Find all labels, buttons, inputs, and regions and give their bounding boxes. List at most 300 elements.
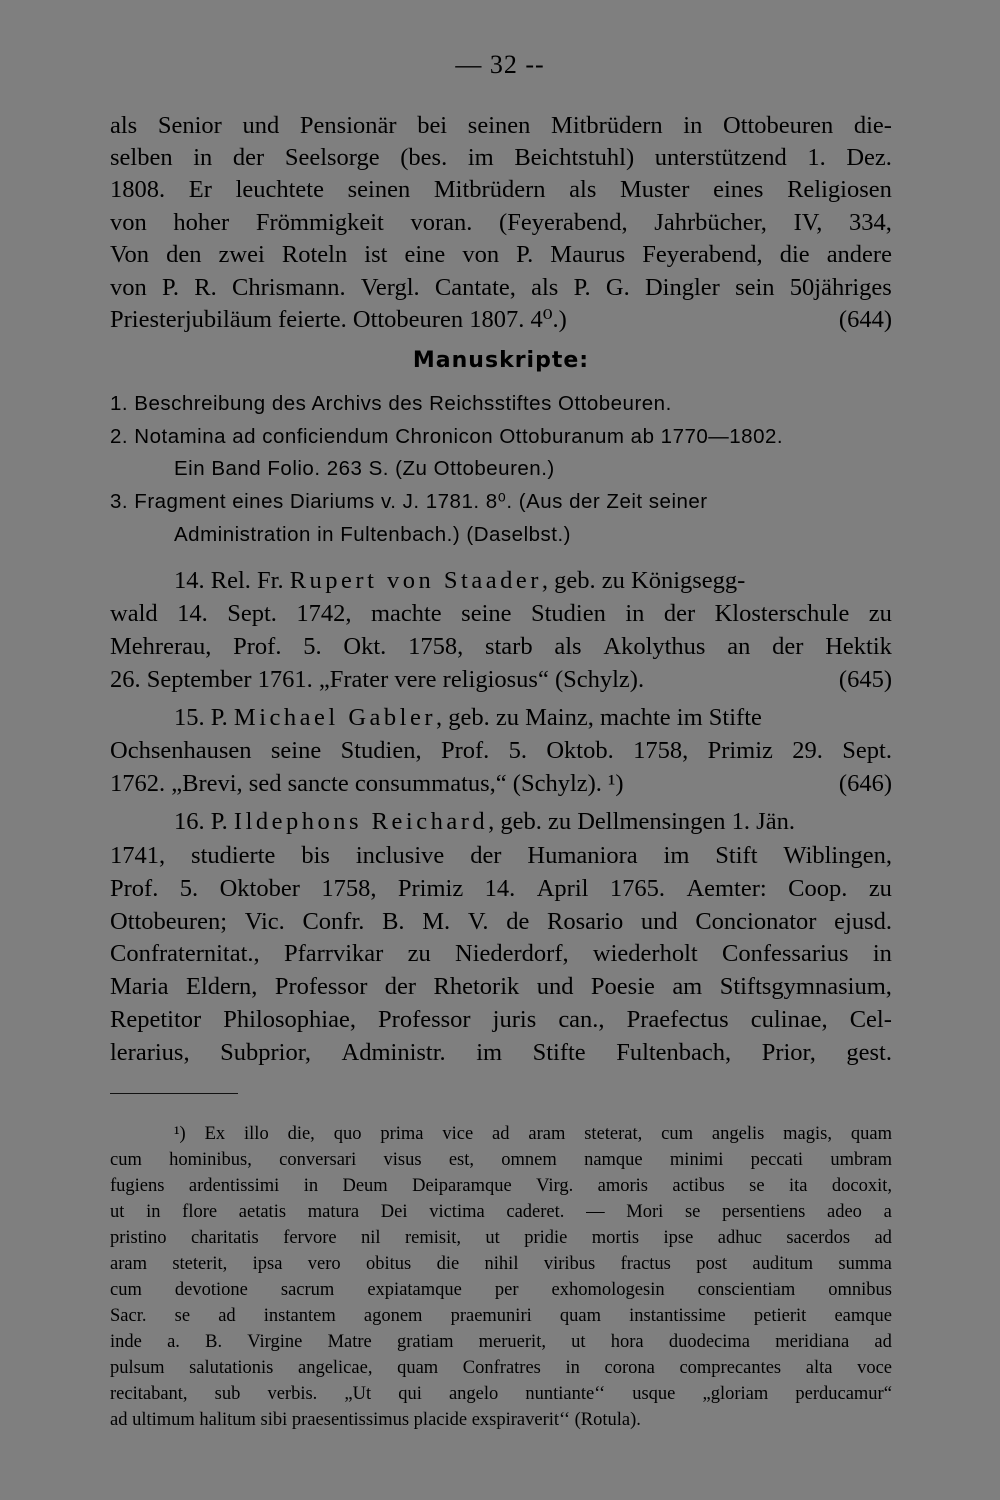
word: und bbox=[640, 908, 678, 935]
word: im bbox=[476, 1039, 503, 1066]
word: Rhetorik bbox=[433, 973, 520, 1000]
word: 5. bbox=[303, 633, 322, 660]
word: eine bbox=[404, 241, 446, 268]
word: quo bbox=[333, 1124, 362, 1144]
word: 1758, bbox=[633, 737, 689, 764]
word: in bbox=[625, 600, 645, 627]
word: instantem bbox=[263, 1306, 336, 1326]
word: studierte bbox=[191, 842, 276, 869]
word: Pfarrvikar bbox=[283, 940, 384, 967]
word: Jahrbücher, bbox=[654, 209, 767, 236]
word: die- bbox=[853, 112, 892, 139]
word: Concionator bbox=[695, 908, 817, 935]
entry-first-line bbox=[174, 702, 892, 734]
word: angelo bbox=[448, 1384, 499, 1404]
word: quam bbox=[397, 1358, 439, 1378]
word: Philosophiae, bbox=[223, 1006, 356, 1033]
word: magis, bbox=[783, 1124, 832, 1144]
page-number: — 32 -- bbox=[455, 50, 545, 79]
word: persentiens bbox=[722, 1202, 806, 1222]
word: Von bbox=[110, 241, 150, 268]
word: seine bbox=[461, 600, 512, 627]
word: Professor bbox=[274, 973, 368, 1000]
word: quam bbox=[850, 1124, 892, 1144]
word: petierit bbox=[753, 1306, 807, 1326]
word: 14. bbox=[177, 600, 208, 627]
word: 1808. bbox=[110, 176, 166, 203]
word: bei bbox=[417, 112, 448, 139]
word: cum bbox=[110, 1280, 142, 1300]
word: selben bbox=[110, 144, 173, 171]
word: Aemter: bbox=[686, 875, 767, 902]
word: 1742, bbox=[296, 600, 352, 627]
word: praemuniri bbox=[450, 1306, 532, 1326]
word: Klosterschule bbox=[714, 600, 850, 627]
word: Virgine bbox=[247, 1332, 303, 1352]
word: seinen bbox=[347, 176, 411, 203]
word: die, bbox=[287, 1124, 315, 1144]
word: 1758, bbox=[408, 633, 464, 660]
word: eamque bbox=[834, 1306, 892, 1326]
word: Maurus bbox=[550, 241, 626, 268]
word: Rosario bbox=[547, 908, 624, 935]
word: se bbox=[684, 1202, 701, 1222]
word: per bbox=[494, 1280, 519, 1300]
word: conversari bbox=[279, 1150, 357, 1170]
word: Okt. bbox=[343, 633, 387, 660]
text-line bbox=[110, 207, 892, 239]
word: culinae, bbox=[750, 1006, 828, 1033]
word: Dei bbox=[380, 1202, 408, 1222]
word: Hektik bbox=[825, 633, 892, 660]
text-line bbox=[110, 1037, 892, 1069]
word: hoher bbox=[173, 209, 230, 236]
word: Confratres bbox=[462, 1358, 541, 1378]
word: post bbox=[696, 1254, 728, 1274]
text-segment: 26. September 1761. „Frater vere religiosus“ (Schylz). bbox=[110, 666, 645, 693]
word: ipse bbox=[663, 1228, 694, 1248]
word: wiederholt bbox=[592, 940, 698, 967]
footnote-line bbox=[110, 1277, 892, 1303]
word: seine bbox=[270, 737, 322, 764]
word: Stiftsgymnasium, bbox=[719, 973, 892, 1000]
word: Confr. bbox=[302, 908, 365, 935]
word: de bbox=[506, 908, 530, 935]
word: expiatamque bbox=[367, 1280, 462, 1300]
word: andere bbox=[826, 241, 892, 268]
word: ita bbox=[788, 1176, 808, 1196]
word: nuntiante‘‘ bbox=[525, 1384, 606, 1404]
word: matura bbox=[307, 1202, 360, 1222]
word: Ochsenhausen bbox=[110, 737, 252, 764]
word: peccati bbox=[750, 1150, 804, 1170]
word: Prior, bbox=[761, 1039, 816, 1066]
word: lerarius, bbox=[110, 1039, 190, 1066]
word: inclusive bbox=[355, 842, 445, 869]
word: seinen bbox=[467, 112, 531, 139]
word: Primiz bbox=[707, 737, 773, 764]
text-line bbox=[110, 631, 892, 663]
word: als bbox=[110, 112, 138, 139]
word: charitatis bbox=[190, 1228, 259, 1248]
word: cum bbox=[110, 1150, 142, 1170]
word: Oktober bbox=[219, 875, 300, 902]
word: und bbox=[242, 112, 280, 139]
text-line bbox=[110, 735, 892, 767]
footnote-line bbox=[110, 1225, 892, 1251]
word: sub bbox=[214, 1384, 241, 1404]
word: verbis. bbox=[267, 1384, 318, 1404]
word: im bbox=[663, 842, 690, 869]
footnote-line bbox=[110, 1251, 892, 1277]
word: adeo bbox=[827, 1202, 862, 1222]
text-line bbox=[110, 873, 892, 905]
word: der bbox=[384, 973, 417, 1000]
word: conscientiam bbox=[697, 1280, 796, 1300]
word: 1. bbox=[807, 144, 826, 171]
word: cum bbox=[661, 1124, 694, 1144]
word: Cantate, bbox=[434, 274, 516, 301]
word: Stift bbox=[715, 842, 758, 869]
word: can., bbox=[558, 1006, 605, 1033]
word: in bbox=[872, 940, 892, 967]
word: P. bbox=[162, 274, 180, 301]
entry-number: (646) bbox=[838, 770, 892, 797]
text-line bbox=[110, 971, 892, 1003]
footnote-line bbox=[110, 1173, 892, 1199]
word: Frömmigkeit bbox=[255, 209, 384, 236]
word: Deum bbox=[342, 1176, 388, 1196]
text-line bbox=[110, 664, 892, 696]
word: am bbox=[672, 973, 703, 1000]
word: Praefectus bbox=[626, 1006, 729, 1033]
text-line bbox=[110, 1004, 892, 1036]
word: hora bbox=[610, 1332, 644, 1352]
word: est, bbox=[448, 1150, 475, 1170]
word: usque bbox=[632, 1384, 676, 1404]
word: steterit, bbox=[172, 1254, 228, 1274]
word: visus bbox=[383, 1150, 422, 1170]
word: 1758, bbox=[321, 875, 377, 902]
word: Prof. bbox=[110, 875, 159, 902]
word: Stifte bbox=[532, 1039, 586, 1066]
word: leuchtete bbox=[235, 176, 324, 203]
word: 1741, bbox=[110, 842, 166, 869]
word: 29. bbox=[792, 737, 823, 764]
text-segment: , geb. zu Königsegg- bbox=[541, 567, 746, 594]
word: Sacr. bbox=[110, 1306, 147, 1326]
word: viribus bbox=[543, 1254, 596, 1274]
word: illo bbox=[244, 1124, 269, 1144]
word: gratiam bbox=[396, 1332, 454, 1352]
footnote-line bbox=[110, 1199, 892, 1225]
word: Religiosen bbox=[787, 176, 892, 203]
word: Roteln bbox=[281, 241, 348, 268]
word: 1765. bbox=[609, 875, 665, 902]
word: Vic. bbox=[244, 908, 285, 935]
word: comprecantes bbox=[679, 1358, 782, 1378]
word: sein bbox=[735, 274, 775, 301]
word: a. bbox=[167, 1332, 180, 1352]
word: perducamur“ bbox=[795, 1384, 892, 1404]
word: von bbox=[110, 274, 147, 301]
word: inde bbox=[110, 1332, 142, 1352]
word: P. bbox=[516, 241, 534, 268]
word: a bbox=[883, 1202, 892, 1222]
word: Beichtstuhl) bbox=[514, 144, 635, 171]
word: auditum bbox=[752, 1254, 814, 1274]
word: summa bbox=[838, 1254, 892, 1274]
word: „Ut bbox=[344, 1384, 372, 1404]
text-line bbox=[110, 906, 892, 938]
word: ist bbox=[364, 241, 388, 268]
word: Primiz bbox=[397, 875, 464, 902]
word: unterstützend bbox=[654, 144, 787, 171]
word: in bbox=[193, 144, 213, 171]
word: zu bbox=[868, 600, 892, 627]
footnote-divider bbox=[110, 1093, 238, 1094]
word: Wiblingen, bbox=[783, 842, 892, 869]
word: Sept. bbox=[227, 600, 277, 627]
word: alta bbox=[805, 1358, 833, 1378]
word: IV, bbox=[793, 209, 823, 236]
word: eines bbox=[713, 176, 764, 203]
word: Chrismann. bbox=[232, 274, 346, 301]
word: fervore bbox=[283, 1228, 337, 1248]
word: mortis bbox=[591, 1228, 640, 1248]
word: pridie bbox=[524, 1228, 568, 1248]
text-line bbox=[110, 768, 892, 800]
word: Confraternitat., bbox=[110, 940, 260, 967]
word: Repetitor bbox=[110, 1006, 202, 1033]
word: in bbox=[565, 1358, 580, 1378]
word: Mehrerau, bbox=[110, 633, 212, 660]
word: sacerdos bbox=[786, 1228, 851, 1248]
footnote-line bbox=[174, 1121, 892, 1147]
word: zu bbox=[407, 940, 431, 967]
word: ut bbox=[485, 1228, 500, 1248]
word: aram bbox=[528, 1124, 566, 1144]
word: von bbox=[462, 241, 500, 268]
word: instantissime bbox=[629, 1306, 726, 1326]
manuscript-item: 2. Notamina ad conficiendum Chronicon Ottoburanum ab 1770—1802. bbox=[110, 425, 784, 448]
word: docoxit, bbox=[831, 1176, 892, 1196]
word: qui bbox=[398, 1384, 422, 1404]
word: exhomologesin bbox=[551, 1280, 665, 1300]
word: — bbox=[586, 1202, 605, 1222]
word: zu bbox=[868, 875, 892, 902]
word: duodecima bbox=[668, 1332, 751, 1352]
word: gest. bbox=[846, 1039, 892, 1066]
manuscript-item: 3. Fragment eines Diariums v. J. 1781. 8⁰. (Aus der Zeit seiner bbox=[110, 490, 708, 513]
word: ut bbox=[110, 1202, 125, 1222]
word: als bbox=[554, 633, 582, 660]
text-line bbox=[110, 272, 892, 304]
word: ejusd. bbox=[834, 908, 892, 935]
text-line bbox=[110, 304, 892, 336]
word: (bes. bbox=[400, 144, 448, 171]
word: Confessarius bbox=[722, 940, 849, 967]
word: als bbox=[569, 176, 597, 203]
word: prima bbox=[380, 1124, 424, 1144]
text-segment: , geb. zu Mainz, machte im Stifte bbox=[435, 704, 762, 731]
entry-first-line bbox=[174, 806, 892, 838]
word: der bbox=[663, 600, 696, 627]
word: Oktob. bbox=[546, 737, 614, 764]
word: meridiana bbox=[775, 1332, 850, 1352]
entry-prefix: 16. P. bbox=[174, 808, 228, 835]
word: obitus bbox=[366, 1254, 412, 1274]
word: nil bbox=[361, 1228, 381, 1248]
word: machte bbox=[370, 600, 442, 627]
text-line bbox=[110, 110, 892, 142]
manuscript-item: Administration in Fultenbach.) (Daselbst.) bbox=[174, 523, 571, 546]
word: Senior bbox=[157, 112, 222, 139]
word: meruerit, bbox=[478, 1332, 546, 1352]
word: zwei bbox=[218, 241, 265, 268]
word: V. bbox=[467, 908, 489, 935]
word: Sept. bbox=[842, 737, 892, 764]
entry-number: (645) bbox=[838, 666, 892, 693]
text-line bbox=[110, 938, 892, 970]
word: pulsum bbox=[110, 1358, 165, 1378]
word: Prof. bbox=[440, 737, 490, 764]
word: quam bbox=[559, 1306, 601, 1326]
footnote-line bbox=[110, 1355, 892, 1381]
entry-prefix: 14. Rel. Fr. bbox=[174, 567, 284, 594]
word: Virg. bbox=[536, 1176, 574, 1196]
text-line bbox=[110, 598, 892, 630]
word: 334, bbox=[849, 209, 892, 236]
footnote-line: ad ultimum halitum sibi praesentissimus placide exspiraverit‘‘ (Rotula). bbox=[110, 1410, 641, 1430]
text-segment: Priesterjubiläum feierte. Ottobeuren 1807. 4⁰.) bbox=[110, 306, 567, 333]
word: nihil bbox=[484, 1254, 519, 1274]
word: 5. bbox=[179, 875, 199, 902]
word: ardentissimi bbox=[188, 1176, 280, 1196]
word: Eldern, bbox=[185, 973, 258, 1000]
word: 14. bbox=[484, 875, 516, 902]
text-line bbox=[110, 142, 892, 174]
footnote-line bbox=[110, 1147, 892, 1173]
word: Akolythus bbox=[603, 633, 706, 660]
word: ¹) bbox=[174, 1124, 186, 1144]
word: fractus bbox=[620, 1254, 671, 1274]
word: Niederdorf, bbox=[455, 940, 569, 967]
person-name: Rupert von Staader bbox=[289, 567, 542, 594]
word: Er bbox=[188, 176, 212, 203]
word: juris bbox=[492, 1006, 537, 1033]
word: salutationis bbox=[189, 1358, 274, 1378]
word: die bbox=[436, 1254, 460, 1274]
word: angelis bbox=[711, 1124, 765, 1144]
word: als bbox=[531, 274, 559, 301]
word: remisit, bbox=[404, 1228, 461, 1248]
word: P. bbox=[573, 274, 591, 301]
word: fugiens bbox=[110, 1176, 165, 1196]
word: aram bbox=[110, 1254, 147, 1274]
manuscript-item: Ein Band Folio. 263 S. (Zu Ottobeuren.) bbox=[174, 457, 555, 480]
word: victima bbox=[429, 1202, 485, 1222]
word: vice bbox=[442, 1124, 474, 1144]
word: Matre bbox=[327, 1332, 372, 1352]
word: agonem bbox=[363, 1306, 423, 1326]
word: Maria bbox=[110, 973, 169, 1000]
word: Studien, bbox=[340, 737, 422, 764]
footnote-line bbox=[110, 1303, 892, 1329]
word: Subprior, bbox=[220, 1039, 312, 1066]
word: G. bbox=[605, 274, 630, 301]
word: 50jähriges bbox=[789, 274, 892, 301]
word: B. bbox=[382, 908, 405, 935]
word: steterat, bbox=[584, 1124, 643, 1144]
word: R. bbox=[194, 274, 217, 301]
word: minimi bbox=[669, 1150, 724, 1170]
word: adhuc bbox=[717, 1228, 762, 1248]
word: vero bbox=[307, 1254, 341, 1274]
word: den bbox=[166, 241, 202, 268]
word: sacrum bbox=[280, 1280, 335, 1300]
entry-number: (644) bbox=[838, 306, 892, 333]
word: Pensionär bbox=[299, 112, 397, 139]
word: in bbox=[146, 1202, 161, 1222]
word: in bbox=[683, 112, 703, 139]
text-line bbox=[110, 840, 892, 872]
word: voran. bbox=[410, 209, 473, 236]
word: recitabant, bbox=[110, 1384, 188, 1404]
word: Coop. bbox=[788, 875, 848, 902]
word: namque bbox=[584, 1150, 643, 1170]
word: Mori bbox=[626, 1202, 664, 1222]
word: aetatis bbox=[238, 1202, 287, 1222]
word: der bbox=[232, 144, 265, 171]
text-line bbox=[110, 239, 892, 271]
word: die bbox=[779, 241, 810, 268]
word: devotione bbox=[174, 1280, 248, 1300]
word: omnibus bbox=[828, 1280, 892, 1300]
word: caderet. bbox=[506, 1202, 565, 1222]
word: corona bbox=[604, 1358, 655, 1378]
word: Studien bbox=[530, 600, 606, 627]
word: wald bbox=[110, 600, 158, 627]
word: der bbox=[470, 842, 502, 869]
entry-first-line bbox=[174, 565, 892, 597]
word: ipsa bbox=[252, 1254, 283, 1274]
word: Mitbrüdern bbox=[551, 112, 663, 139]
word: pristino bbox=[110, 1228, 167, 1248]
text-segment: , geb. zu Dellmensingen 1. Jän. bbox=[488, 808, 795, 835]
word: Prof. bbox=[233, 633, 282, 660]
word: Feyerabend, bbox=[642, 241, 763, 268]
word: voce bbox=[857, 1358, 892, 1378]
word: ad bbox=[874, 1228, 892, 1248]
text-segment: 1762. „Brevi, sed sancte consummatus,“ (Schylz). ¹) bbox=[110, 770, 624, 797]
word: Dingler bbox=[644, 274, 720, 301]
person-name: Michael Gabler bbox=[233, 704, 436, 731]
word: omnem bbox=[501, 1150, 557, 1170]
word: Cel- bbox=[849, 1006, 892, 1033]
word: 5. bbox=[508, 737, 527, 764]
word: se bbox=[749, 1176, 765, 1196]
word: ad bbox=[492, 1124, 510, 1144]
word: (Feyerabend, bbox=[499, 209, 628, 236]
word: umbram bbox=[830, 1150, 892, 1170]
word: Muster bbox=[620, 176, 690, 203]
manuscript-item: 1. Beschreibung des Archivs des Reichsstiftes Ottobeuren. bbox=[110, 392, 672, 415]
section-heading: Manuskripte: bbox=[412, 348, 590, 373]
footnote-line bbox=[110, 1381, 892, 1407]
word: Vergl. bbox=[360, 274, 420, 301]
word: flore bbox=[182, 1202, 218, 1222]
